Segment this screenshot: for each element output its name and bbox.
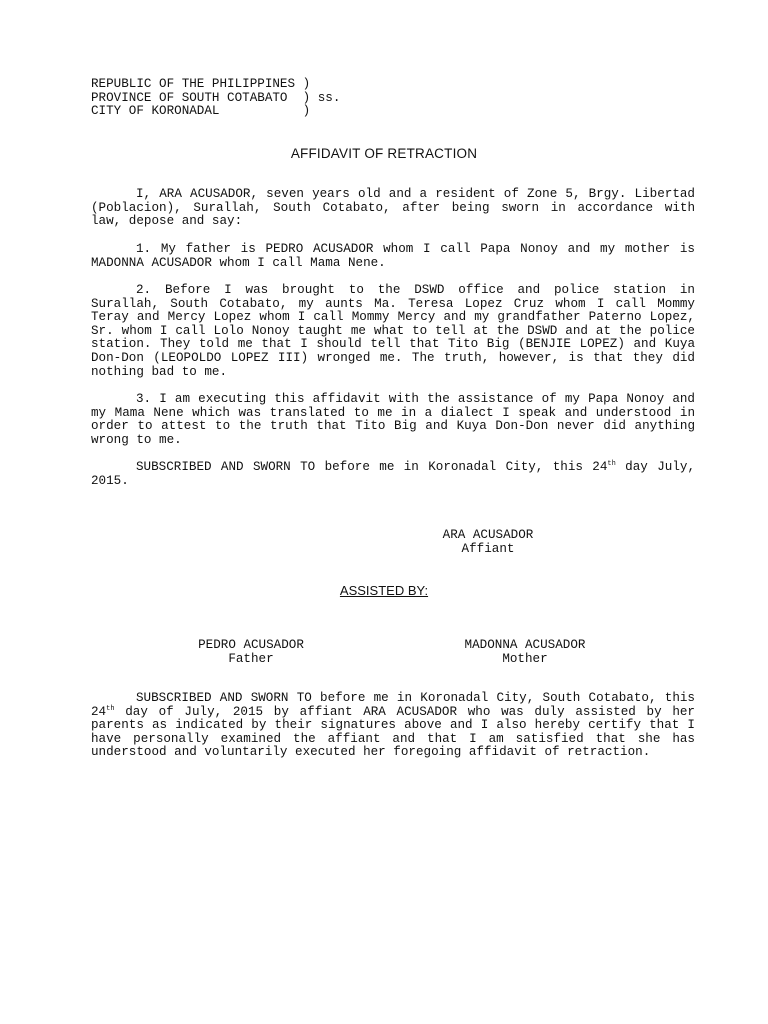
venue-caption <box>91 78 340 119</box>
mother-name: MADONNA ACUSADOR <box>464 638 586 652</box>
mother-signature-block <box>450 639 600 666</box>
father-signature-block <box>176 639 326 666</box>
document-title: AFFIDAVIT OF RETRACTION <box>290 146 478 161</box>
jurat-text-after: day July, 2015. <box>91 460 695 488</box>
certification-text-before: SUBSCRIBED AND SWORN TO before me in Koronadal City, South Cotabato, this 24 <box>91 691 695 719</box>
affiant-name: ARA ACUSADOR <box>442 528 534 542</box>
paragraph-3: 3. I am executing this affidavit with the assistance of my Papa Nonoy and my Mama Nene which was translated to me in a dialect I speak and understood in order to attest to the truth that Tito Big and Kuya Don-Don never did anything wrong to me. <box>91 392 695 447</box>
paragraph-1: 1. My father is PEDRO ACUSADOR whom I call Papa Nonoy and my mother is MADONNA ACUSADOR whom I call Mama Nene. <box>91 242 695 270</box>
caption-line-city: CITY OF KORONADAL ) <box>91 104 311 119</box>
assisted-by-heading: ASSISTED BY: <box>339 583 429 598</box>
affiant-signature-block <box>418 529 558 556</box>
jurat-text-before: SUBSCRIBED AND SWORN TO before me in Koronadal City, this 24 <box>136 460 608 474</box>
certification-text-after: day of July, 2015 by affiant ARA ACUSADOR who was duly assisted by her parents as indicated by their signatures above and I also hereby certify that I have personally examined the affiant and that I am satisfied that she has understood and voluntarily executed her foregoing affidavit of retraction. <box>91 704 695 760</box>
father-role: Father <box>228 651 274 666</box>
caption-line-republic: REPUBLIC OF THE PHILIPPINES ) <box>91 77 311 91</box>
father-name: PEDRO ACUSADOR <box>198 638 304 652</box>
affiant-role: Affiant <box>461 541 515 556</box>
intro-paragraph: I, ARA ACUSADOR, seven years old and a resident of Zone 5, Brgy. Libertad (Poblacion), Surallah, South Cotabato, after being sworn in accordance with law, depose and say: <box>91 187 695 229</box>
jurat-ordinal-suffix: th <box>607 460 616 468</box>
jurat-paragraph <box>91 461 695 488</box>
paragraph-2: 2. Before I was brought to the DSWD office and police station in Surallah, South Cotabato, my aunts Ma. Teresa Lopez Cruz whom I call Mommy Teray and Mercy Lopez whom I call Mommy Mercy and my grandfather Paterno Lopez, Sr. whom I call Lolo Nonoy taught me what to tell at the DSWD and at the police station. They told me that I should tell that Tito Big (BENJIE LOPEZ) and Kuya Don-Don (LEOPOLDO LOPEZ III) wronged me. The truth, however, is that they did nothing bad to me. <box>91 283 695 379</box>
caption-line-province: PROVINCE OF SOUTH COTABATO ) ss. <box>91 90 341 105</box>
mother-role: Mother <box>502 651 548 666</box>
notary-certification-paragraph <box>91 692 695 760</box>
certification-ordinal-suffix: th <box>106 704 115 713</box>
